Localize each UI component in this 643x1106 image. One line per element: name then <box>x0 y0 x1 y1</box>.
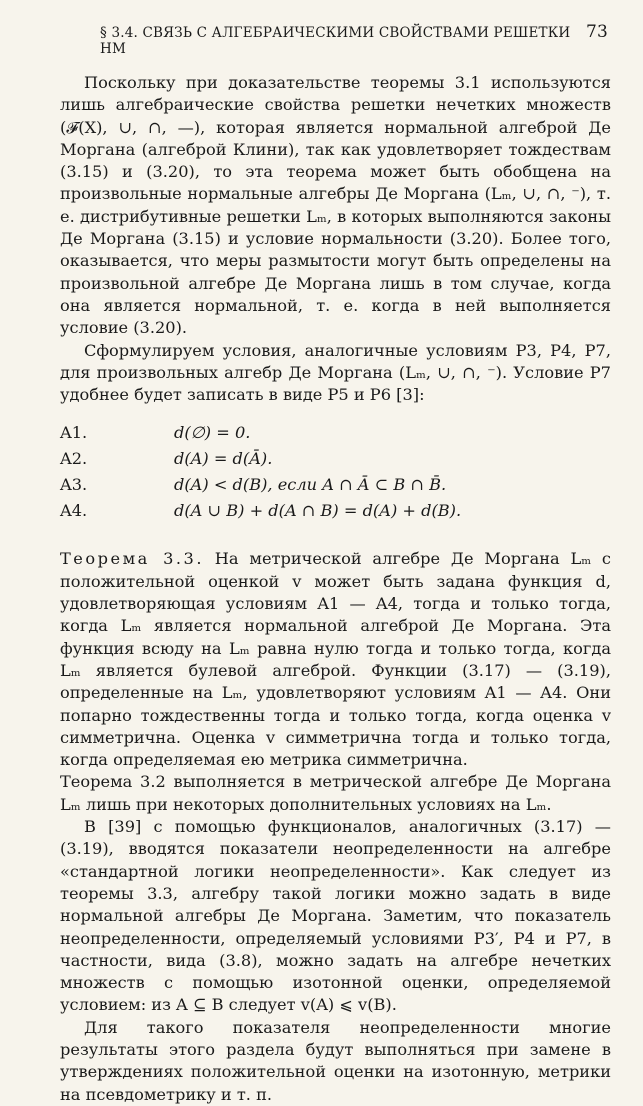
theorem-3-3 <box>60 548 611 771</box>
axiom-label: A4. <box>60 501 88 521</box>
axiom-a2 <box>60 448 611 474</box>
axiom-formula: d(A ∪ B) + d(A ∩ B) = d(A) + d(B). <box>174 501 462 521</box>
section-title: § 3.4. СВЯЗЬ С АЛГЕБРАИЧЕСКИМИ СВОЙСТВАМИ РЕШЕТКИ НМ <box>100 25 571 57</box>
axiom-label: A3. <box>60 475 88 495</box>
paragraph-conditions: Сформулируем условия, аналогичные условиям P3, P4, P7, для произвольных алгебр Де Моргана (Lₘ, ∪, ∩, ⁻). Условие P7 удобнее будет записать в виде P5 и P6 [3]: <box>60 340 611 405</box>
paragraph-theorem-3-2: Теорема 3.2 выполняется в метрической алгебре Де Моргана Lₘ лишь при некоторых дополнительных условиях на Lₘ. <box>60 772 611 814</box>
running-header <box>100 22 608 57</box>
axiom-list <box>60 422 611 526</box>
theorem-text: На метрической алгебре Де Моргана Lₘ с положительной оценкой v может быть задана функция d, удовлетворяющая условиям A1 — A4, тогда и только тогда, когда Lₘ является нормальной алгеброй Де Моргана. Эта функция всюду на Lₘ равна нулю тогда и только тогда, когда Lₘ является булевой алгеброй. Функции (3.17) — (3.19), определенные на Lₘ, удовлетворяют условиям A1 — A4. Они попарно тождественны тогда и только тогда, когда оценка v симметрична. Оценка v симметрична тогда и только тогда, когда определяемая ею метрика симметрична. <box>60 549 612 770</box>
axiom-label: A1. <box>60 423 88 443</box>
axiom-formula: d(A) < d(B), если A ∩ Ā ⊂ B ∩ B̄. <box>174 475 447 495</box>
page-number: 73 <box>585 22 608 42</box>
paragraph-conclusion: Для такого показателя неопределенности многие результаты этого раздела будут выполняться при замене в утверждениях положительной оценки на изотонную, метрики на псевдометрику и т. п. <box>60 1017 611 1104</box>
axiom-a1 <box>60 422 611 448</box>
theorem-label: Теорема 3.3. <box>60 549 204 569</box>
paragraph-uncertainty: В [39] с помощью функционалов, аналогичных (3.17) — (3.19), вводятся показатели неопределенности на алгебре «стандартной логики неопределенности». Как следует из теоремы 3.3, алгебру такой логики можно задать в виде нормальной алгебры Де Моргана. Заметим, что показатель неопределенности, определяемый условиями P3′, P4 и P7, в частности, вида (3.8), можно задать на алгебре нечетких множеств с помощью изотонной оценки, определяемой условием: из A ⊆ B следует v(A) ⩽ v(B). <box>60 817 611 1015</box>
axiom-a3 <box>60 474 611 500</box>
axiom-formula: d(∅) = 0. <box>174 423 251 443</box>
paragraph-intro: Поскольку при доказательстве теоремы 3.1 используются лишь алгебраические свойства решетки нечетких множеств (𝓕(X), ∪, ∩, —), которая является нормальной алгеброй Де Моргана (алгеброй Клини), так как удовлетворяет тождествам (3.15) и (3.20), то эта теорема может быть обобщена на произвольные нормальные алгебры Де Моргана (Lₘ, ∪, ∩, ⁻), т. е. дистрибутивные решетки Lₘ, в которых выполняются законы Де Моргана (3.15) и условие нормальности (3.20). Более того, оказывается, что меры размытости могут быть определены на произвольной алгебре Де Моргана лишь в том случае, когда она является нормальной, т. е. когда в ней выполняется условие (3.20). <box>60 73 611 338</box>
axiom-label: A2. <box>60 449 88 469</box>
axiom-a4 <box>60 500 611 526</box>
axiom-formula: d(A) = d(Ā). <box>174 449 273 469</box>
page-body <box>60 72 611 1106</box>
